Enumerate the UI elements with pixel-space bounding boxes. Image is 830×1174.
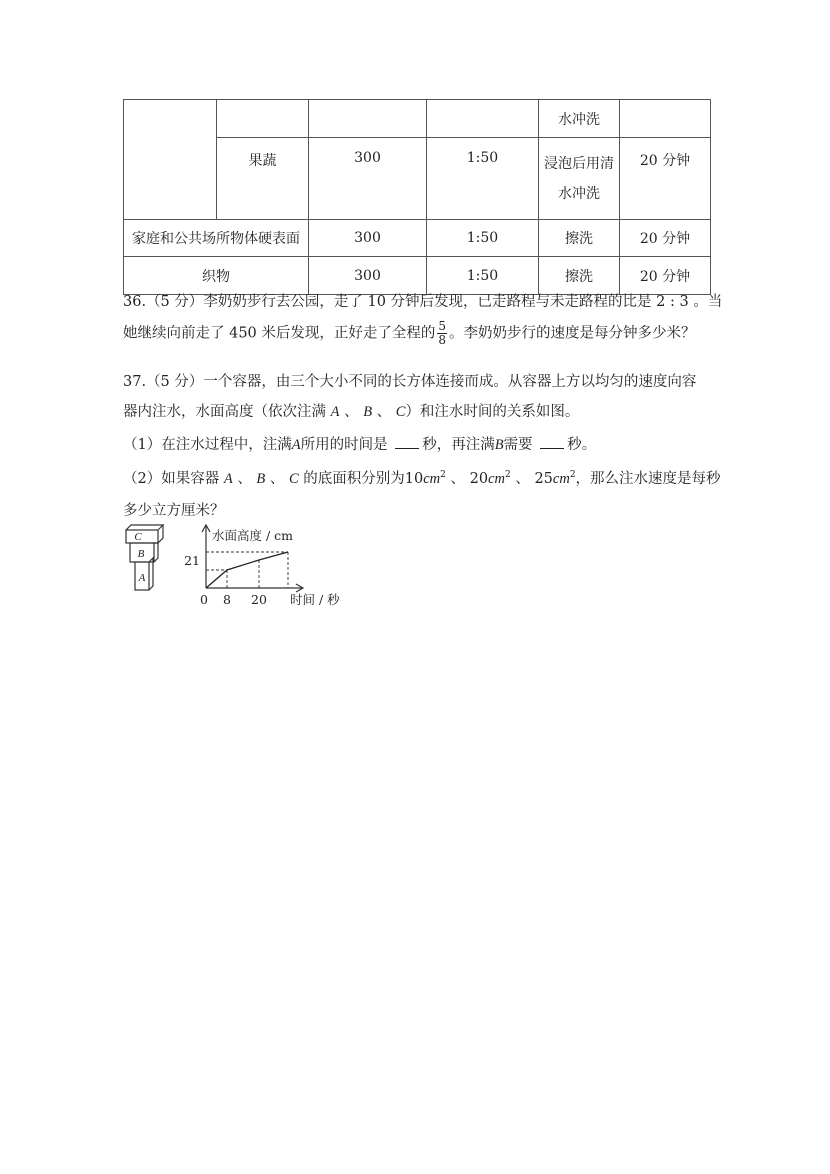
area-3: 25 <box>534 471 553 487</box>
q37-sub-2-text: 的底面积分别为 <box>303 471 405 487</box>
table-cell-time: 20 分钟 <box>620 257 711 295</box>
q37-sub-1-end: 秒。 <box>567 437 597 453</box>
table-cell-time: 20 分钟 <box>620 138 711 220</box>
table-cell-ratio: 1:50 <box>427 220 539 257</box>
separator: 、 <box>515 471 530 487</box>
separator: 、 <box>450 471 465 487</box>
table-cell-item: 果蔬 <box>217 138 309 220</box>
table-cell-method <box>539 138 620 220</box>
table-cell-time: 20 分钟 <box>620 220 711 257</box>
table-cell-ratio: 1:50 <box>427 257 539 295</box>
separator: 、 <box>344 404 359 420</box>
q36-line-2-end: 。李奶奶步行的速度是每分钟多少米？ <box>449 325 696 342</box>
area-2: 20 <box>469 471 489 487</box>
fraction-denominator: 8 <box>438 333 447 347</box>
disinfectant-table <box>123 99 711 295</box>
q37-sub-1-text: 秒，再注满 <box>422 437 495 453</box>
table-cell-amount: 300 <box>309 138 427 220</box>
fraction <box>437 320 447 347</box>
q37-sub-2-end: ，那么注水速度是每秒 <box>575 471 721 487</box>
area-1: 10 <box>404 471 424 487</box>
answer-blank-2[interactable] <box>540 436 564 449</box>
q36-line-2 <box>123 320 696 347</box>
table-cell-item: 织物 <box>124 257 309 295</box>
separator: 、 <box>376 404 392 420</box>
x-axis-label: 时间 / 秒 <box>290 592 340 607</box>
table-row <box>124 220 711 257</box>
q36-line-2-text: 她继续向前走了 450 米后发现，正好走了全程的 <box>123 325 436 342</box>
q37-line-1: 37.（5 分）一个容器，由三个大小不同的长方体连接而成。从容器上方以均匀的速度向容 <box>123 374 697 390</box>
guide-lines <box>206 552 288 588</box>
q37-line-2-end: ）和注水时间的关系如图。 <box>405 404 580 420</box>
block-label-c: C <box>134 531 142 543</box>
unit: cm <box>488 471 505 487</box>
q37-sub-2-line-2: 多少立方厘米？ <box>123 503 225 519</box>
var-c: C <box>289 471 299 487</box>
q37-sub-2-text: （2）如果容器 <box>123 471 220 487</box>
q37-sub-1-text: （1）在注水过程中，注满 <box>123 437 292 453</box>
unit: cm <box>552 471 570 487</box>
q37-sub-1-text: 需要 <box>503 437 533 453</box>
table-cell: 水冲洗 <box>539 100 620 138</box>
table-row <box>124 100 711 138</box>
block-c <box>126 530 158 543</box>
block-label-a: A <box>138 572 146 584</box>
x-tick-label: 8 <box>223 592 231 607</box>
container-figure <box>120 520 360 610</box>
table-cell-amount: 300 <box>309 257 427 295</box>
table-cell-ratio: 1:50 <box>427 138 539 220</box>
q37-sub-2: （2）如果容器 A 、 B 、 C 的底面积分别为$10cm^2$ 、 $20cm^2$ 、 $25cm^2$，那么注水速度是每秒 <box>123 470 721 487</box>
var-a: A <box>223 471 233 487</box>
separator: 、 <box>269 471 285 487</box>
answer-blank-1[interactable] <box>395 436 419 449</box>
table-cell <box>427 100 539 138</box>
fraction-numerator: 5 <box>438 319 447 333</box>
y-tick-label: 21 <box>184 553 200 568</box>
x-tick-label: 20 <box>251 592 267 607</box>
table-cell-method: 擦洗 <box>539 257 620 295</box>
table-cell-amount: 300 <box>309 220 427 257</box>
var-a: A <box>330 404 340 420</box>
block-a-edge <box>149 558 153 590</box>
unit: cm <box>423 471 441 487</box>
q37-sub-1-text: 所用的时间是 <box>300 437 388 453</box>
table-cell <box>620 100 711 138</box>
var-c: C <box>395 404 406 420</box>
x-tick-label: 0 <box>200 592 208 607</box>
var-b: B <box>256 471 266 487</box>
table-cell <box>309 100 427 138</box>
method-line-1: 浸泡后用清 <box>544 155 614 172</box>
q37-line-2-text: 器内注水，水面高度（依次注满 <box>123 404 326 420</box>
y-axis-label: 水面高度 / cm <box>212 528 294 543</box>
table-row <box>124 257 711 295</box>
table-cell-item: 家庭和公共场所物体硬表面 <box>124 220 309 257</box>
table-cell <box>124 100 217 220</box>
block-b-edge <box>154 543 158 562</box>
var-b: B <box>363 404 373 420</box>
block-label-b: B <box>137 548 145 560</box>
q36-line-1: 36.（5 分）李奶奶步行去公园，走了 10 分钟后发现，已走路程与未走路程的比是 2 : 3 。当 <box>123 294 723 310</box>
table-cell <box>217 100 309 138</box>
separator: 、 <box>237 471 252 487</box>
q37-sub-1 <box>123 433 596 454</box>
table-cell-method: 擦洗 <box>539 220 620 257</box>
var-a: A <box>291 437 301 453</box>
q37-line-2 <box>123 400 579 421</box>
var-b: B <box>494 437 504 453</box>
method-line-2: 水冲洗 <box>558 185 600 202</box>
